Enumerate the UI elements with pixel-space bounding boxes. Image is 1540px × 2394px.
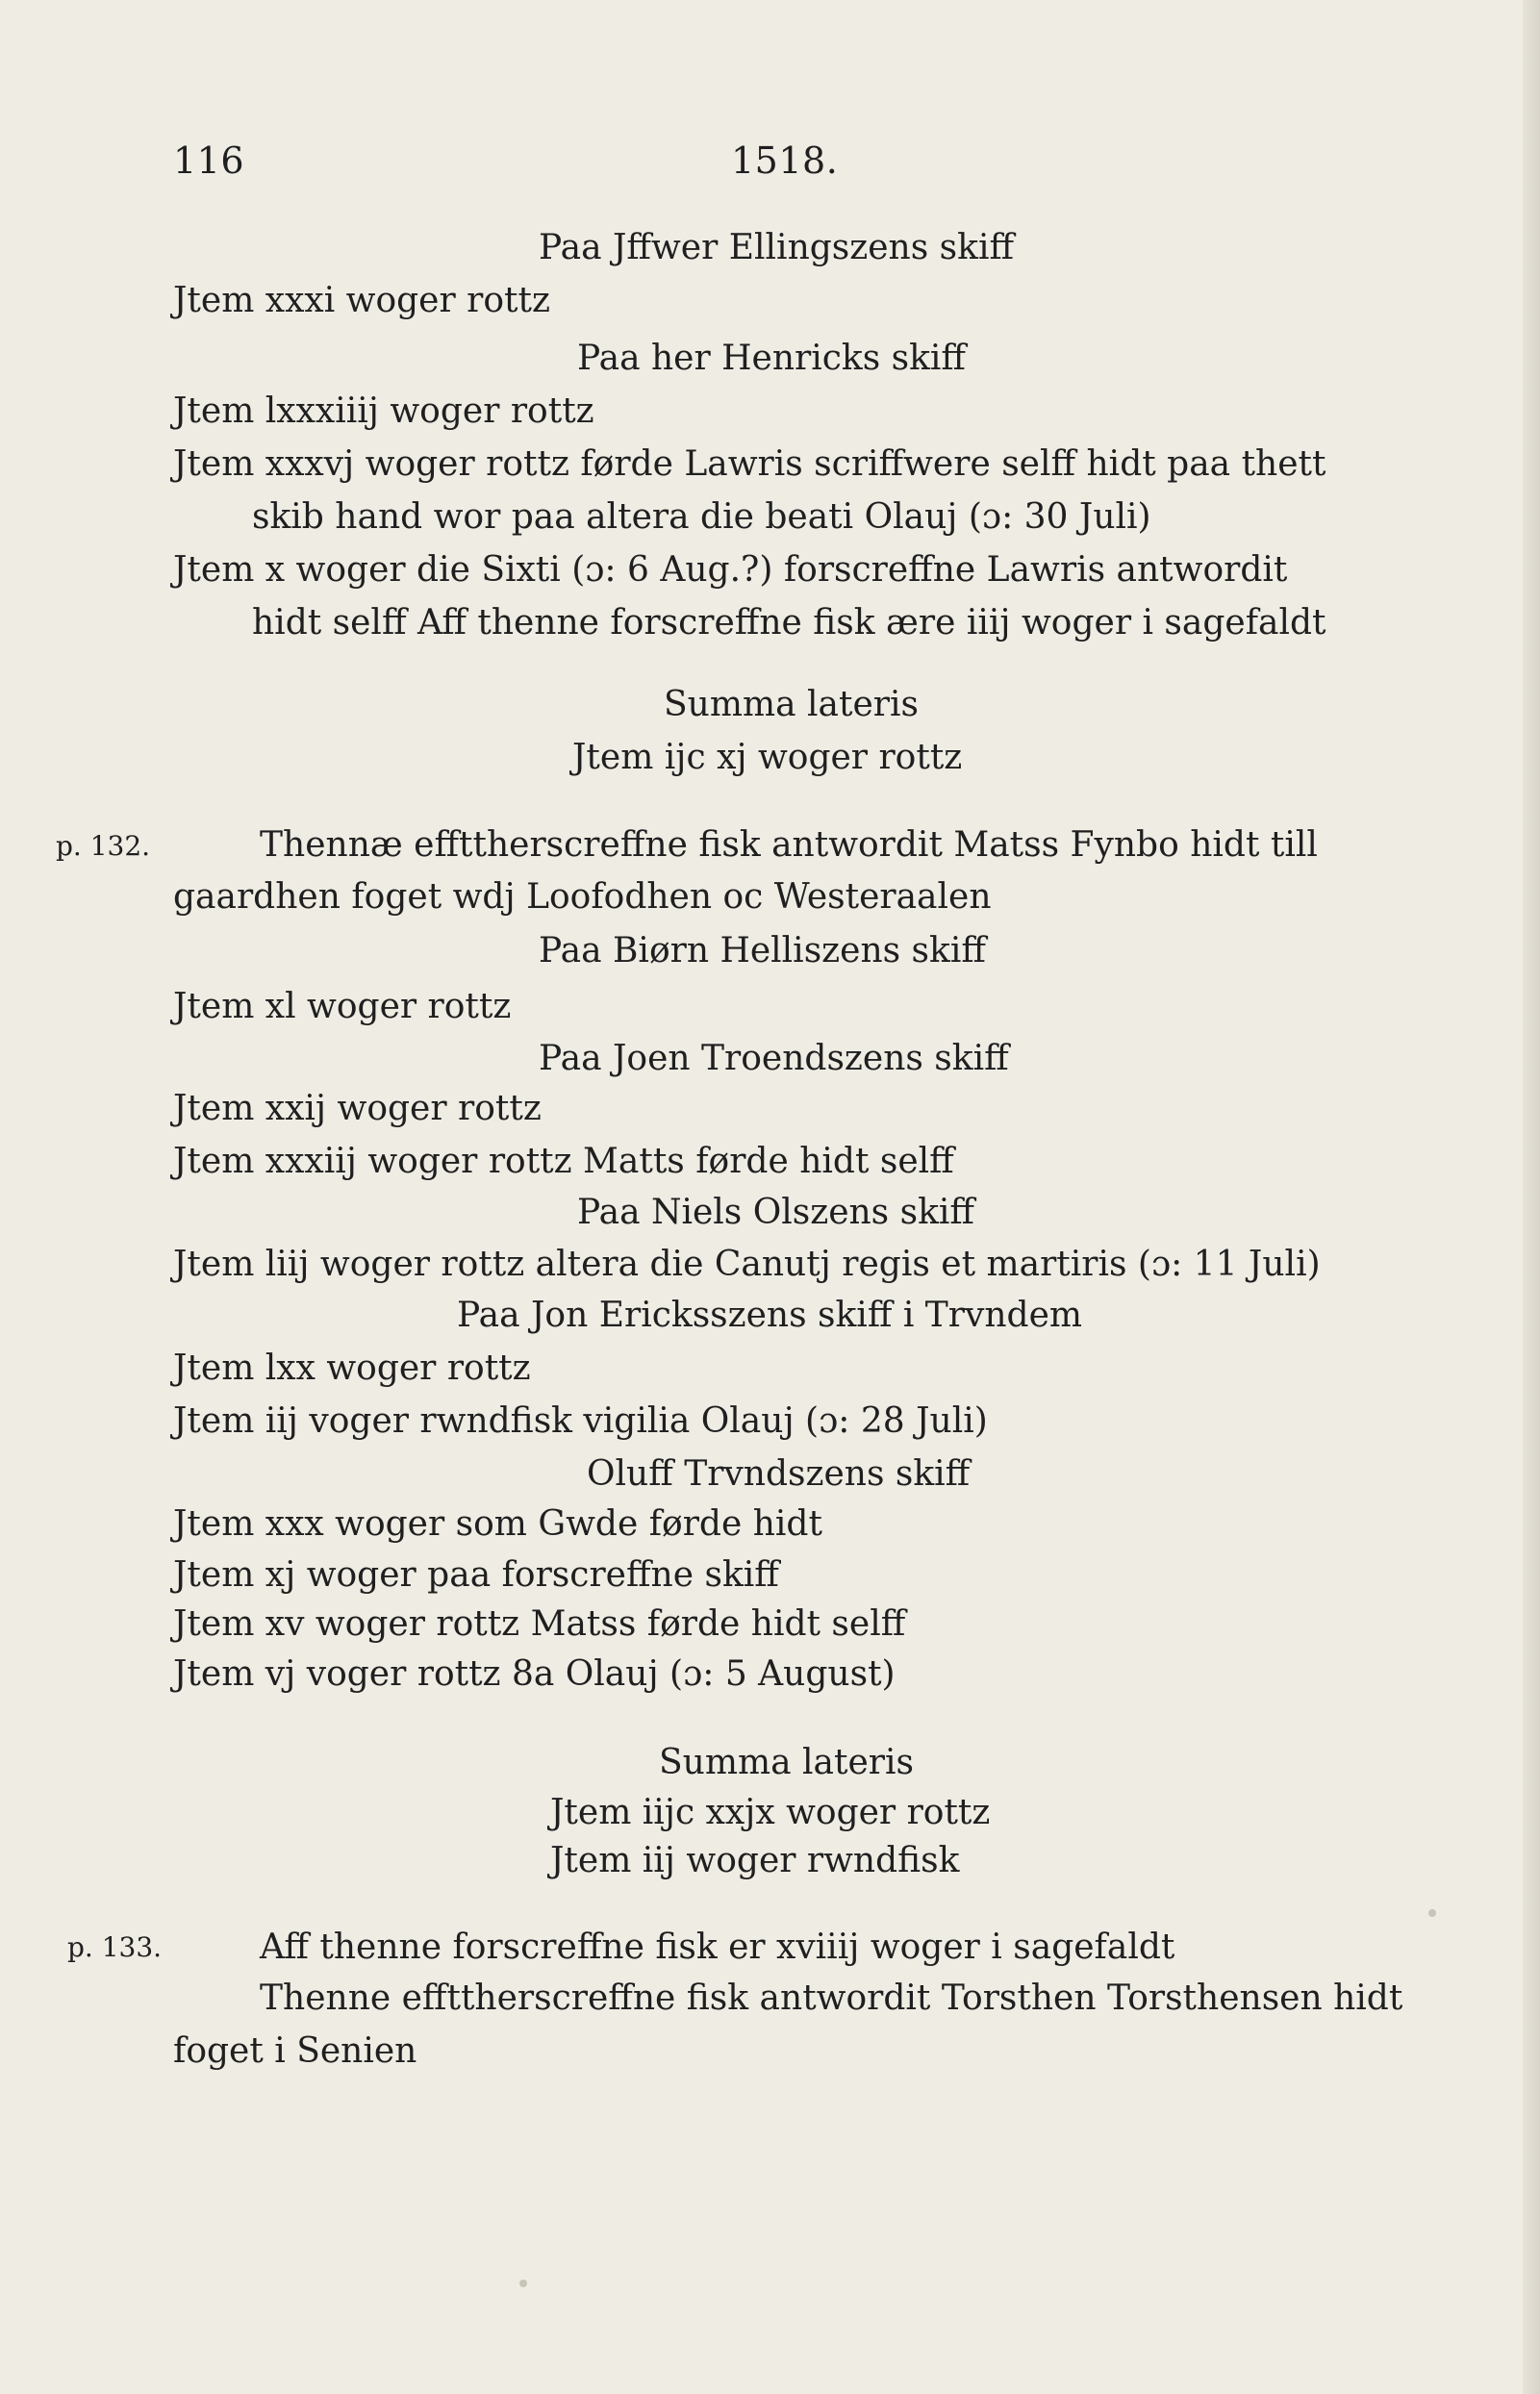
entry-line: Jtem xl woger rottz bbox=[173, 987, 512, 1026]
paragraph-line: Thenne effttherscreffne fisk antwordit Torsthen Torsthensen hidt bbox=[260, 1978, 1403, 2018]
paragraph-line: gaardhen foget wdj Loofodhen oc Westeraalen bbox=[173, 877, 992, 917]
ship-heading: Paa Niels Olszens skiff bbox=[577, 1193, 974, 1232]
entry-line: Jtem iij voger rwndfisk vigilia Olauj (ɔ: 28 Juli) bbox=[173, 1401, 988, 1441]
ship-heading: Paa Jffwer Ellingszens skiff bbox=[539, 228, 1015, 267]
entry-line: Jtem xxij woger rottz bbox=[173, 1089, 542, 1128]
entry-line: Jtem vj voger rottz 8a Olauj (ɔ: 5 August) bbox=[173, 1654, 896, 1694]
paragraph-line: Thennæ effttherscreffne fisk antwordit Matss Fynbo hidt till bbox=[260, 825, 1318, 865]
entry-line: Jtem lxx woger rottz bbox=[173, 1348, 531, 1388]
entry-line: Jtem xv woger rottz Matss førde hidt selff bbox=[173, 1604, 906, 1644]
entry-line-continuation: hidt selff Aff thenne forscreffne fisk ære iiij woger i sagefaldt bbox=[252, 603, 1326, 643]
paper-spot bbox=[519, 2280, 527, 2287]
summa-heading: Summa lateris bbox=[659, 1743, 914, 1782]
ship-heading: Paa Joen Troendszens skiff bbox=[539, 1039, 1009, 1078]
page-number: 116 bbox=[173, 139, 245, 182]
margin-page-ref: p. 133. bbox=[67, 1931, 163, 1963]
entry-line: Jtem xxxi woger rottz bbox=[173, 281, 550, 320]
ship-heading: Paa Jon Ericksszens skiff i Trvndem bbox=[457, 1296, 1083, 1335]
entry-line: Jtem x woger die Sixti (ɔ: 6 Aug.?) forscreffne Lawris antwordit bbox=[173, 550, 1288, 590]
paragraph-line: foget i Senien bbox=[173, 2031, 417, 2071]
summa-total: Jtem ijc xj woger rottz bbox=[572, 738, 963, 777]
entry-line: Jtem xxxvj woger rottz førde Lawris scriffwere selff hidt paa thett bbox=[173, 444, 1326, 484]
entry-line: Jtem xj woger paa forscreffne skiff bbox=[173, 1555, 779, 1595]
entry-line: Jtem lxxxiiij woger rottz bbox=[173, 391, 594, 431]
page-edge bbox=[1523, 0, 1540, 2394]
page-year-heading: 1518. bbox=[731, 139, 839, 182]
entry-line: Jtem liij woger rottz altera die Canutj regis et martiris (ɔ: 11 Juli) bbox=[173, 1245, 1321, 1284]
ship-heading: Paa her Henricks skiff bbox=[577, 339, 966, 378]
ship-heading: Paa Biørn Helliszens skiff bbox=[539, 931, 986, 970]
entry-line: Jtem xxxiij woger rottz Matts førde hidt selff bbox=[173, 1142, 954, 1181]
paper-spot bbox=[1428, 1909, 1436, 1917]
ship-heading: Oluff Trvndszens skiff bbox=[587, 1454, 971, 1494]
summa-heading: Summa lateris bbox=[664, 685, 919, 724]
entry-line: Jtem xxx woger som Gwde førde hidt bbox=[173, 1504, 822, 1544]
paragraph-line: Aff thenne forscreffne fisk er xviiij woger i sagefaldt bbox=[260, 1928, 1175, 1967]
entry-line-continuation: skib hand wor paa altera die beati Olauj (ɔ: 30 Juli) bbox=[252, 497, 1151, 537]
margin-page-ref: p. 132. bbox=[56, 830, 151, 862]
summa-total: Jtem iij woger rwndfisk bbox=[550, 1841, 960, 1880]
summa-total: Jtem iijc xxjx woger rottz bbox=[550, 1793, 991, 1832]
